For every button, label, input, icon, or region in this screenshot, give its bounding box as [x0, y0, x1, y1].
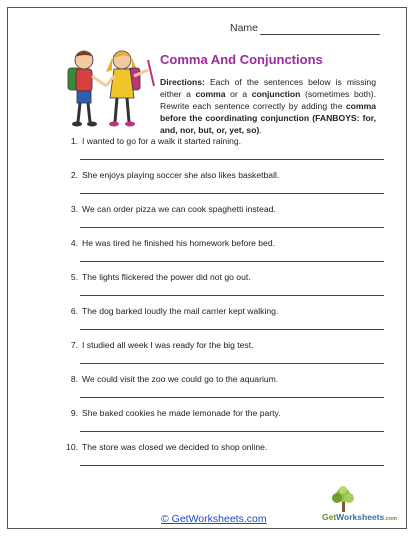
question-item — [64, 170, 384, 200]
answer-line[interactable] — [80, 295, 384, 296]
directions-part-2: or a — [225, 89, 252, 99]
question-item — [64, 374, 384, 404]
directions-label: Directions: — [160, 77, 205, 87]
question-number: 3. — [70, 204, 78, 214]
directions-conjunction: conjunction — [251, 89, 301, 99]
answer-line[interactable] — [80, 397, 384, 398]
worksheet-title: Comma And Conjunctions — [160, 52, 323, 67]
question-sentence: He was tired he finished his homework before bed. — [82, 238, 275, 248]
directions-fanboys: comma before the coordinating conjunction (FANBOYS: for, and, nor, but, or, yet, so) — [160, 101, 376, 135]
tree-icon — [320, 486, 398, 514]
directions-comma: comma — [195, 89, 226, 99]
answer-line[interactable] — [80, 193, 384, 194]
question-number: 1. — [70, 136, 78, 146]
question-number: 9. — [70, 408, 78, 418]
question-number: 4. — [70, 238, 78, 248]
question-number: 2. — [70, 170, 78, 180]
boy-figure — [68, 51, 106, 127]
answer-line[interactable] — [80, 227, 384, 228]
question-item — [64, 136, 384, 166]
directions-text — [160, 76, 376, 136]
question-item — [64, 238, 384, 268]
question-item — [64, 408, 384, 438]
logo-wordmark: GetWorksheets.com — [322, 512, 398, 522]
question-number: 5. — [70, 272, 78, 282]
question-number: 7. — [70, 340, 78, 350]
question-item — [64, 204, 384, 234]
name-label: Name — [230, 22, 259, 34]
question-sentence: We could visit the zoo we could go to the aquarium. — [82, 374, 279, 384]
answer-line[interactable] — [80, 363, 384, 364]
directions-part-1: Each of the sentences below is missing either a — [160, 77, 376, 99]
name-field — [230, 22, 380, 36]
answer-line[interactable] — [80, 329, 384, 330]
girl-figure — [106, 51, 154, 127]
children-illustration — [56, 46, 156, 132]
getworksheets-link[interactable]: © GetWorksheets.com — [161, 513, 267, 525]
question-number: 10. — [66, 442, 78, 452]
question-number: 6. — [70, 306, 78, 316]
question-item — [64, 340, 384, 370]
question-sentence: The lights flickered the power did not go out. — [82, 272, 251, 282]
question-item — [64, 306, 384, 336]
question-sentence: She baked cookies he made lemonade for the party. — [82, 408, 281, 418]
answer-line[interactable] — [80, 465, 384, 466]
question-item — [64, 272, 384, 302]
answer-line[interactable] — [80, 431, 384, 432]
question-sentence: I studied all week I was ready for the big test. — [82, 340, 254, 350]
question-sentence: The store was closed we decided to shop online. — [82, 442, 268, 452]
getworksheets-logo — [320, 486, 398, 530]
answer-line[interactable] — [80, 261, 384, 262]
worksheet-page — [7, 7, 407, 529]
name-line — [260, 34, 380, 35]
question-sentence: I wanted to go for a walk it started raining. — [82, 136, 242, 146]
answer-line[interactable] — [80, 159, 384, 160]
question-number: 8. — [70, 374, 78, 384]
question-sentence: The dog barked loudly the mail carrier kept walking. — [82, 306, 279, 316]
question-sentence: We can order pizza we can cook spaghetti instead. — [82, 204, 276, 214]
question-sentence: She enjoys playing soccer she also likes basketball. — [82, 170, 280, 180]
question-item — [64, 442, 384, 472]
directions-end: . — [259, 125, 262, 135]
directions-part-3: (sometimes both). Rewrite each sentence correctly by adding the — [160, 89, 376, 111]
